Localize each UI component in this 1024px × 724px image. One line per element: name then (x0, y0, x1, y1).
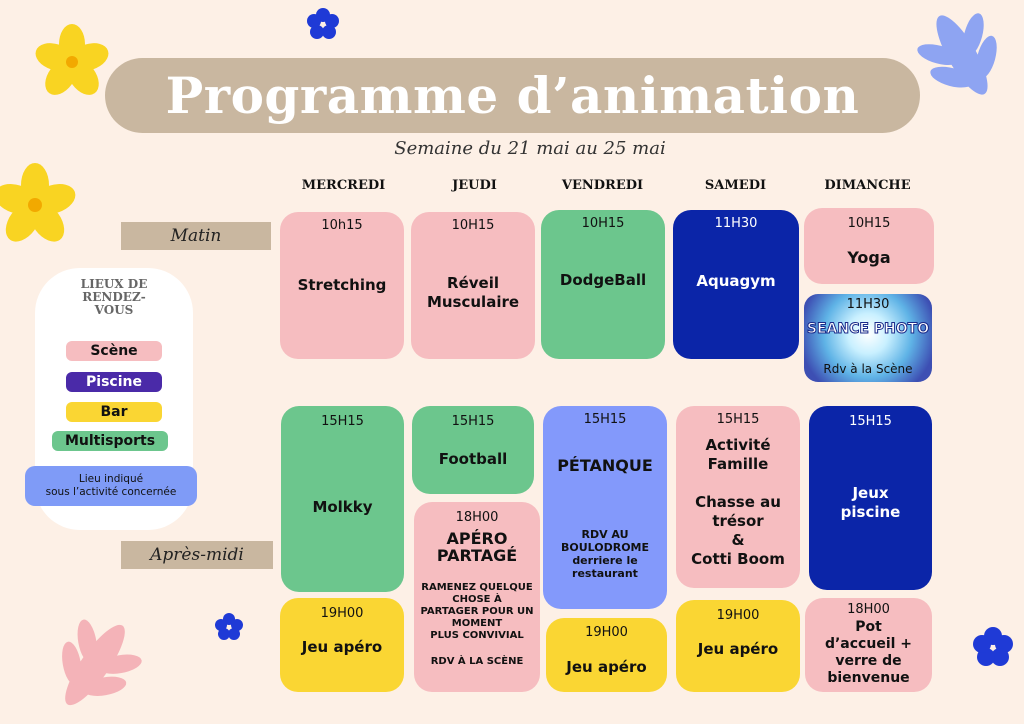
activity-card-stretching: 10h15 Stretching (280, 212, 404, 359)
legend-title: LIEUX DE RENDEZ- VOUS (80, 277, 148, 317)
activity-card-jeu-apero-samedi: 19H00 Jeu apéro (676, 600, 800, 692)
activity-card-petanque: 15H15 PÉTANQUE RDV AU BOULODROME derriere le restaurant (543, 406, 667, 609)
activity-card-jeu-apero-mercredi: 19H00 Jeu apéro (280, 598, 404, 692)
day-header-samedi: SAMEDI (704, 178, 767, 193)
activity-card-seance-photo: 11H30 SEANCE PHOTO Rdv à la Scène (804, 294, 932, 382)
activity-card-dodgeball: 10H15 DodgeBall (541, 210, 665, 359)
legend-item-scene: Scène (66, 341, 162, 361)
day-header-dimanche: DIMANCHE (824, 178, 911, 193)
day-header-mercredi: MERCREDI (301, 178, 386, 193)
legend-note: Lieu indiqué sous l’activité concernée (25, 466, 197, 506)
page-subtitle: Semaine du 21 mai au 25 mai (394, 138, 666, 159)
day-header-jeudi: JEUDI (452, 178, 497, 193)
activity-card-yoga: 10H15 Yoga (804, 208, 934, 284)
activity-card-jeu-apero-vendredi: 19H00 Jeu apéro (546, 618, 667, 692)
legend-item-multisports: Multisports (52, 431, 168, 451)
activity-card-pot-accueil: 18H00 Pot d’accueil + verre de bienvenue (805, 598, 932, 692)
activity-card-molkky: 15H15 Molkky (281, 406, 404, 592)
period-afternoon: Après-midi (121, 541, 273, 569)
activity-card-aquagym: 11H30 Aquagym (673, 210, 799, 359)
activity-card-reveil: 10H15 Réveil Musculaire (411, 212, 535, 359)
period-morning: Matin (121, 222, 271, 250)
activity-card-jeux-piscine: 15H15 Jeux piscine (809, 406, 932, 590)
activity-card-famille: 15H15 Activité Famille Chasse au trésor & Cotti Boom (676, 406, 800, 588)
page-title: Programme d’animation (165, 66, 860, 125)
activity-card-apero-partage: 18H00 APÉRO PARTAGÉ RAMENEZ QUELQUE CHOSE À PARTAGER POUR UN MOMENT PLUS CONVIVIAL RDV À LA SCÈNE (414, 502, 540, 692)
day-header-vendredi: VENDREDI (561, 178, 644, 193)
legend-item-bar: Bar (66, 402, 162, 422)
activity-card-football: 15H15 Football (412, 406, 534, 494)
legend-item-piscine: Piscine (66, 372, 162, 392)
